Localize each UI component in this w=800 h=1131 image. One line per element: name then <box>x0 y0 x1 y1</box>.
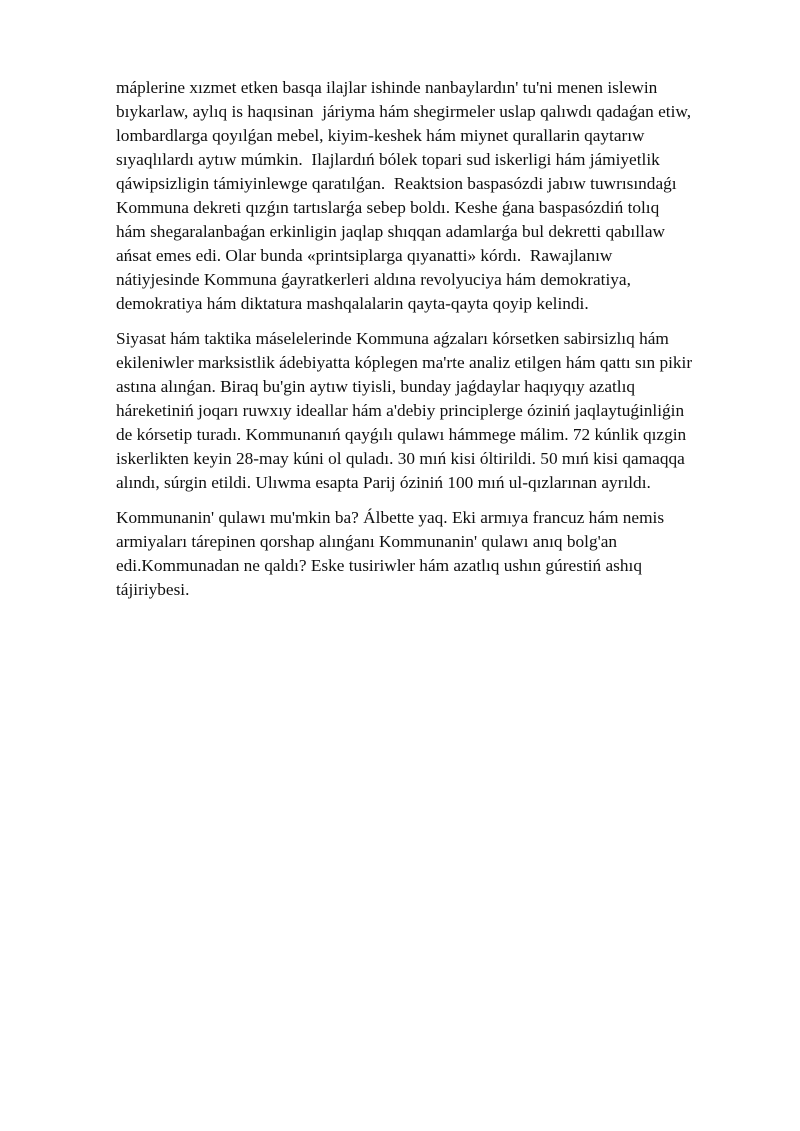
text-line: sıyaqlılardı aytıw múmkin. Ilajlardıń bólek topari sud iskerligi hám jámiyetlik <box>116 150 660 169</box>
document-body <box>116 76 716 613</box>
text-line: qáwipsizligin támiyinlewge qaratılǵan. Reaktsion baspasózdi jabıw tuwrısındaǵı <box>116 174 677 193</box>
text-line: de kórsetip turadı. Kommunanıń qayǵılı qulawı hámmege málim. 72 kúnlik qızgin <box>116 425 687 444</box>
text-line: hám shegaralanbaǵan erkinligin jaqlap shıqqan adamlarǵa bul dekretti qabıllaw <box>116 222 665 241</box>
text-line: tájiriybesi. <box>116 580 190 599</box>
text-line: máplerine xızmet etken basqa ilajlar ishinde nanbaylardın' tu'ni menen islewin <box>116 78 658 97</box>
text-line: nátiyjesinde Kommuna ǵayratkerleri aldına revolyuciya hám demokratiya, <box>116 270 631 289</box>
paragraph-1 <box>116 76 716 316</box>
text-line: Kommunanin' qulawı mu'mkin ba? Álbette yaq. Eki armıya francuz hám nemis <box>116 508 665 527</box>
text-line: Siyasat hám taktika máselelerinde Kommuna aǵzaları kórsetken sabirsizlıq hám <box>116 329 669 348</box>
text-line: iskerlikten keyin 28-may kúni ol quladı. 30 mıń kisi óltirildi. 50 mıń kisi qamaqqa <box>116 449 685 468</box>
text-line: armiyaları tárepinen qorshap alınǵanı Kommunanin' qulawı anıq bolg'an <box>116 532 618 551</box>
text-line: ekileniwler marksistlik ádebiyatta kóplegen ma'rte analiz etilgen hám qattı sın pikir <box>116 353 693 372</box>
text-line: edi.Kommunadan ne qaldı? Eske tusiriwler hám azatlıq ushın gúrestiń ashıq <box>116 556 642 575</box>
text-line: bıykarlaw, aylıq is haqısinan járiyma hám shegirmeler uslap qalıwdı qadaǵan etiw, <box>116 102 692 121</box>
text-line: ańsat emes edi. Olar bunda «printsiplarga qıyanatti» kórdı. Rawajlanıw <box>116 246 613 265</box>
text-line: Kommuna dekreti qızǵın tartıslarǵa sebep boldı. Keshe ǵana baspasózdiń tolıq <box>116 198 660 217</box>
paragraph-2 <box>116 327 716 495</box>
paragraph-3 <box>116 506 716 602</box>
text-line: demokratiya hám diktatura mashqalalarin qayta-qayta qoyip kelindi. <box>116 294 589 313</box>
text-line: lombardlarga qoyılǵan mebel, kiyim-keshek hám miynet qurallarin qaytarıw <box>116 126 645 145</box>
text-line: astına alınǵan. Biraq bu'gin aytıw tiyisli, bunday jaǵdaylar haqıyqıy azatlıq <box>116 377 636 396</box>
text-line: háreketiniń joqarı ruwxıy ideallar hám a'debiy principlerge óziniń jaqlaytuǵinliǵin <box>116 401 685 420</box>
text-line: alındı, súrgin etildi. Ulıwma esapta Parij óziniń 100 mıń ul-qızlarınan ayrıldı. <box>116 473 651 492</box>
